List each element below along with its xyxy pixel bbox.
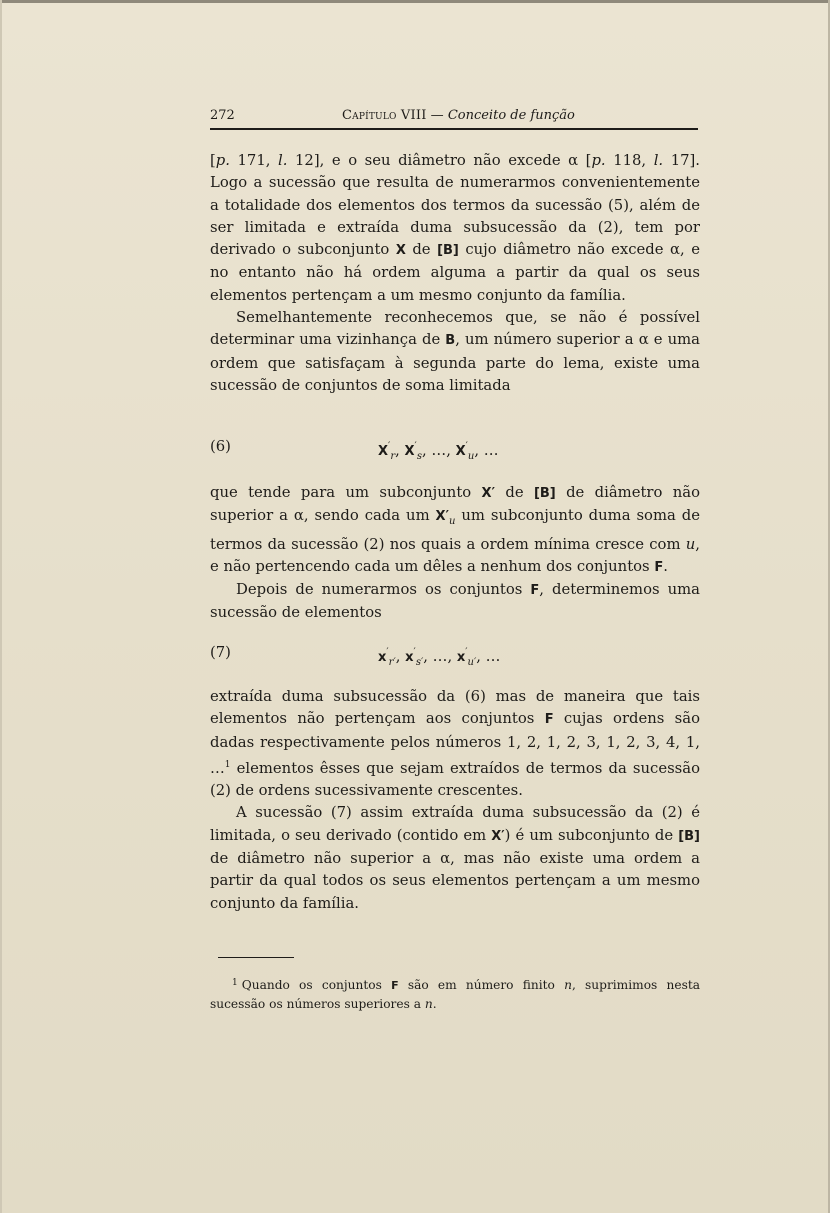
footnote-reference: 1 (224, 759, 231, 770)
symbol-F: F (391, 979, 399, 992)
symbol-closure-B: [B] (678, 828, 700, 844)
text-run: , determinemos uma sucessão de elementos (210, 581, 700, 622)
prime: ′ (386, 647, 389, 658)
trailing-ellipsis: , … (476, 647, 501, 665)
abbr-l: l. (653, 152, 664, 169)
comma: , (446, 441, 456, 459)
symbol-F: F (544, 712, 554, 728)
text-run: são em número finito (398, 978, 565, 992)
text-run: elementos êsses que sejam extraídos de termos da sucessão (2) de ordens sucessivamente crescentes. (210, 759, 700, 800)
comma: , (395, 441, 405, 459)
text-run: 17]. Logo a sucessão que resulta de numerarmos convenientemente a totalidade dos elementos dos termos da sucessão (5), além de ser limitada e extraída duma subsucessão da (2), tem por derivado o subconjunto (210, 152, 700, 259)
abbr-p: p. (591, 152, 606, 169)
subscript: s (416, 450, 422, 462)
text-run: Depois de numerarmos os conjuntos (236, 581, 531, 599)
equation-7 (210, 640, 700, 666)
trailing-ellipsis: , … (474, 441, 499, 459)
comma: , (423, 647, 433, 665)
symbol-x: x (378, 649, 387, 665)
symbol-x: x (405, 649, 414, 665)
symbol-X-prime: X′ (491, 828, 505, 844)
comma: , (421, 441, 432, 459)
ellipsis: … (432, 647, 448, 665)
text-run: 118, (605, 152, 654, 169)
equation-6 (210, 434, 700, 460)
chapter-topic: Conceito de função (447, 108, 575, 123)
subscript: u (449, 516, 456, 528)
equation-body (378, 434, 499, 470)
paragraph-6 (210, 802, 700, 914)
abbr-p: p. (215, 152, 230, 169)
title-separator: — (430, 108, 444, 123)
paragraph-4 (210, 579, 700, 625)
running-head (210, 107, 698, 129)
variable-n: n (564, 978, 572, 992)
text-run: cujas ordens são dadas respectivamente pelos números 1, 2, 1, 2, 3, 1, 2, 3, 4, 1, … (210, 710, 701, 777)
text-run: . (663, 557, 668, 575)
paragraph-2 (210, 307, 700, 397)
page-left-edge (0, 0, 2, 1213)
symbol-X: X (404, 443, 415, 459)
text-run: 171, (229, 152, 279, 169)
footnote (210, 974, 700, 1014)
text-run: extraída duma subsucessão da (6) mas de maneira que tais elementos não pertençam aos conjuntos (210, 688, 700, 728)
paragraph-5 (210, 686, 700, 802)
page-number: 272 (210, 108, 235, 123)
text-run: A sucessão (7) assim extraída duma subsucessão da (2) é limitada, o seu derivado (contido em (210, 804, 700, 844)
text-run: de (495, 484, 534, 501)
text-run: de diâmetro não superior a α, mas não existe uma ordem a partir da qual todos os seus elementos pertençam a um mesmo conjunto da família. (210, 850, 700, 912)
variable-n: n (424, 997, 433, 1011)
text-run: um subconjunto duma soma de termos da sucessão (2) nos quais a ordem mínima cresce com (210, 507, 700, 553)
symbol-X-prime: X′ (481, 486, 495, 501)
symbol-closure-B: [B] (533, 486, 556, 501)
text-run: de (405, 241, 438, 259)
symbol-X-prime: X′ (435, 509, 449, 525)
symbol-X: X (455, 443, 466, 459)
paragraph-3 (210, 482, 700, 579)
footnote-mark: 1 (232, 978, 238, 988)
equation-body (378, 640, 500, 676)
subscript: u′ (467, 656, 477, 668)
abbr-l: l. (278, 152, 288, 169)
text-run: . (432, 997, 437, 1011)
page-top-edge (0, 0, 830, 3)
symbol-F: F (530, 583, 540, 599)
text-run: de diâmetro não superior a α, sendo cada um (210, 484, 701, 525)
footnote-rule (218, 957, 294, 958)
comma: , (447, 647, 457, 665)
symbol-x: x (456, 649, 466, 665)
prime: ′ (465, 647, 468, 658)
prime: ′ (414, 441, 417, 452)
prime: ′ (413, 647, 416, 658)
paragraph-1: [p. 171, l. 12], e o seu diâmetro não excede α [p. 118, l. 17]. Logo a sucessão que resulta de numerarmos convenientemente a totalidade dos elementos dos termos da sucessão (5), além de ser limitada e extraída duma subsucessão da (2), tem por derivado o subconjunto X de [B] cujo diâmetro não excede α, e no entanto não há ordem alguma a partir da qual os seus elementos pertençam a um mesmo conjunto da família. (210, 152, 700, 304)
text-run: ) é um subconjunto de (504, 826, 679, 844)
symbol-X: X (395, 243, 406, 259)
subscript: u (467, 450, 475, 462)
subscript: r′ (388, 656, 396, 668)
symbol-B: B (445, 333, 456, 349)
header-rule (210, 128, 698, 130)
variable-u: u (685, 535, 696, 553)
text-run: cujo diâmetro não excede α, e no entanto não há ordem alguma a partir da qual os seus elementos pertençam a um mesmo conjunto da família. (210, 241, 700, 304)
text-run: , suprimimos nesta sucessão os números superiores a (210, 978, 700, 1011)
symbol-closure-B: [B] (437, 243, 459, 259)
text-run: Semelhantemente reconhecemos que, se não é possível determinar uma vizinhança de (210, 309, 700, 349)
text-run: , um número superior a α e uma ordem que satisfaçam à segunda parte do lema, existe uma sucessão de conjuntos de soma limitada (210, 331, 700, 394)
equation-number: (7) (210, 644, 231, 661)
comma: , (395, 647, 406, 665)
text-run: 12], e o seu diâmetro não excede α [ (287, 152, 592, 169)
symbol-X: X (378, 443, 389, 459)
subscript: s′ (415, 656, 424, 668)
subscript: r (390, 450, 396, 462)
text-run: , e não pertencendo cada um dêles a nenhum dos conjuntos (210, 535, 700, 575)
chapter-label: Capítulo VIII (342, 108, 427, 123)
symbol-F: F (654, 559, 664, 575)
ellipsis: … (431, 441, 447, 459)
prime: ′ (465, 441, 468, 452)
text-block-3 (210, 686, 700, 915)
text-block-1 (210, 150, 700, 397)
text-run: que tende para um subconjunto (210, 484, 482, 501)
prime: ′ (388, 441, 391, 452)
running-title (342, 107, 575, 125)
equation-number: (6) (210, 438, 231, 455)
text-run: Quando os conjuntos (241, 978, 392, 992)
text-block-2 (210, 482, 700, 625)
